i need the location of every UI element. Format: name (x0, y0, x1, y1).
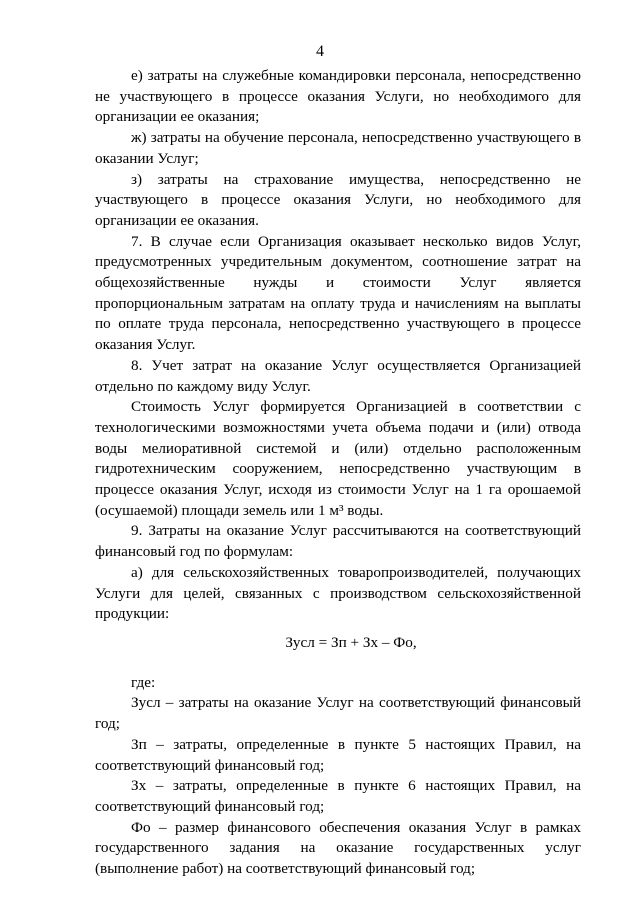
document-body (95, 66, 581, 880)
paragraph-cost-formation: Стоимость Услуг формируется Организацией в соответствии с технологическими возможностями учета объема подачи и (или) отвода воды мелиоративной системой и (или) отдельно расположенным гидротехническим сооружением, непосредственно участвующим в процессе оказания Услуг, исходя из стоимости Услуг на 1 га орошаемой (осушаемой) площади земель или 1 м³ воды. (95, 398, 581, 519)
paragraph-where: где: (131, 673, 156, 691)
paragraph-z: з) затраты на страхование имущества, непосредственно не участвующего в процессе оказания Услуги, но необходимого для организации ее оказания. (95, 170, 581, 229)
definition-fo: Фо – размер финансового обеспечения оказания Услуг в рамках государственного задания на оказание государственных услуг (выполнение работ) на соответствующий финансовый год; (95, 818, 581, 878)
page-number: 4 (316, 43, 324, 60)
paragraph-9: 9. Затраты на оказание Услуг рассчитываются на соответствующий финансовый год по формулам: (95, 522, 581, 561)
paragraph-a: а) для сельскохозяйственных товаропроизводителей, получающих Услуги для целей, связанных с производством сельскохозяйственной продукции: (95, 563, 581, 623)
paragraph-zh: ж) затраты на обучение персонала, непосредственно участвующего в оказании Услуг; (95, 129, 581, 167)
definition-zx: Зх – затраты, определенные в пункте 6 настоящих Правил, на соответствующий финансовый год; (95, 777, 581, 815)
paragraph-8: 8. Учет затрат на оказание Услуг осуществляется Организацией отдельно по каждому виду Услуг. (95, 356, 581, 395)
definition-zusl: Зусл – затраты на оказание Услуг на соответствующий финансовый год; (95, 694, 581, 733)
definition-zp: Зп – затраты, определенные в пункте 5 настоящих Правил, на соответствующий финансовый год; (95, 735, 581, 774)
formula: Зусл = Зп + Зх – Фо, (285, 633, 417, 651)
paragraph-7: 7. В случае если Организация оказывает несколько видов Услуг, предусмотренных учредительным документом, соотношение затрат на общехозяйственные нужды и стоимости Услуг является пропорциональным затратам на оплату труда и начислениям на выплаты по оплате труда персонала, непосредственно участвующего в процессе оказания Услуг. (95, 232, 581, 354)
paragraph-e: е) затраты на служебные командировки персонала, непосредственно не участвующего в процессе оказания Услуги, но необходимого для организации ее оказания; (95, 67, 581, 126)
